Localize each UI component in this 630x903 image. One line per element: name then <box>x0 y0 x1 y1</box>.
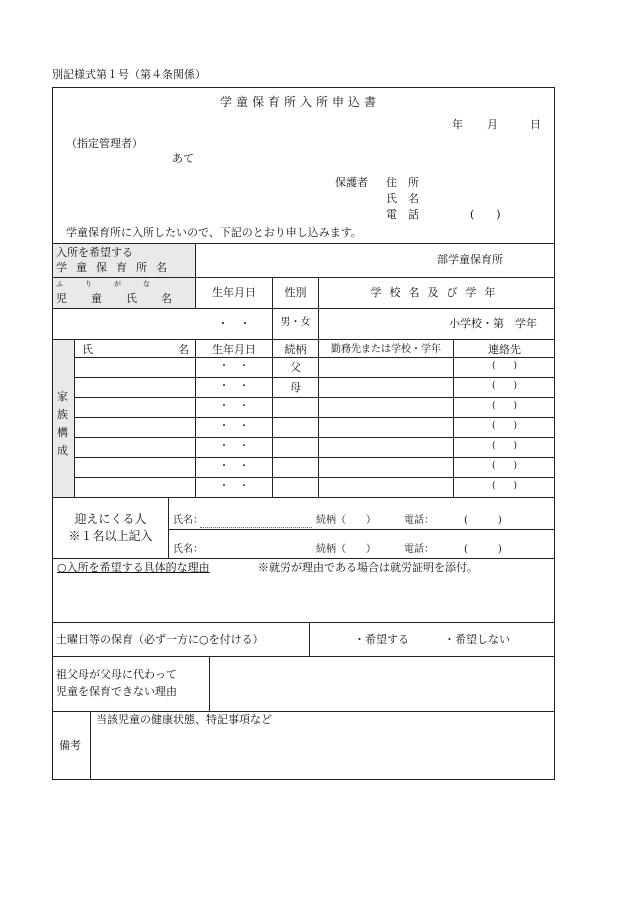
child-school-label: 学校名及び学年 <box>370 286 504 299</box>
guardian-phone-label: 電 話 <box>386 208 419 221</box>
family-row-contact: ( ) <box>491 461 518 471</box>
saturday-option-nohope: ・希望しない <box>444 633 510 646</box>
facility-label-2: 学童保育所名 <box>56 261 176 274</box>
family-row-relation: 母 <box>290 381 301 394</box>
pickup-name-1: 氏名： <box>173 515 203 526</box>
child-birth-value: ・ ・ <box>217 317 251 330</box>
intro-text: 学童保育所に入所したいので、下記のとおり申し込みます。 <box>66 226 362 239</box>
family-row-contact: ( ) <box>491 441 518 451</box>
family-header-birth: 生年月日 <box>212 343 256 356</box>
family-row-contact: ( ) <box>491 381 518 391</box>
pickup-phone-2: 電話： <box>404 544 434 555</box>
grandparents-label-2: 児童を保育できない理由 <box>56 685 177 698</box>
family-row-birth: ・ ・ <box>219 461 249 472</box>
family-row-birth: ・ ・ <box>219 401 249 412</box>
family-row-contact: ( ) <box>491 421 518 431</box>
child-school-value: 小学校・第 学年 <box>449 317 537 330</box>
guardian-label: 保護者 <box>335 176 368 189</box>
pickup-paren-2: ( ) <box>464 544 502 555</box>
guardian-phone-paren: ( ) <box>470 208 501 221</box>
child-sex-value: 男・女 <box>280 317 311 328</box>
pickup-name-2: 氏名： <box>173 544 203 555</box>
saturday-option-hope: ・希望する <box>354 633 409 646</box>
pickup-phone-1: 電話： <box>404 515 434 526</box>
family-row-birth: ・ ・ <box>219 481 249 492</box>
addressee-ate: あて <box>172 152 194 165</box>
family-header-work: 勤務先または学校・学年 <box>331 344 441 355</box>
family-row-birth: ・ ・ <box>219 361 249 372</box>
remarks-note: 当該児童の健康状態、特記事項など <box>96 713 272 726</box>
pickup-label-2: ※１名以上記入 <box>68 529 153 543</box>
family-row-birth: ・ ・ <box>219 421 249 432</box>
reason-note: ※就労が理由である場合は就労証明を添付。 <box>258 561 478 574</box>
child-sex-label: 性別 <box>284 286 307 299</box>
family-header-name: 氏 <box>82 343 93 356</box>
form-number: 別記様式第１号（第４条関係） <box>52 68 206 81</box>
guardian-name-label: 氏 名 <box>386 192 419 205</box>
remarks-label: 備考 <box>59 739 81 752</box>
family-header-relation: 続柄 <box>284 343 307 356</box>
family-row-contact: ( ) <box>491 481 518 491</box>
reason-label: ○入所を希望する具体的な理由 <box>57 561 210 574</box>
date-month: 月 <box>487 118 498 131</box>
family-row-contact: ( ) <box>491 361 518 371</box>
saturday-label: 土曜日等の保育（必ず一方に○を付ける） <box>56 633 264 646</box>
facility-label-1: 入所を希望する <box>56 246 133 259</box>
form-title: 学童保育所入所申込書 <box>220 95 381 109</box>
family-row-birth: ・ ・ <box>219 441 249 452</box>
designated-manager: （指定管理者） <box>66 137 143 150</box>
family-header-contact: 連絡先 <box>488 343 521 356</box>
pickup-relation-1: 続柄（ ） <box>316 515 376 526</box>
child-name-label: 児童氏名 <box>56 292 196 305</box>
family-side-label: 家族構成 <box>57 390 68 457</box>
family-row-birth: ・ ・ <box>219 381 249 392</box>
facility-suffix: 部学童保育所 <box>437 253 503 266</box>
child-birth-label: 生年月日 <box>212 286 256 299</box>
date-year: 年 <box>452 118 463 131</box>
child-furigana: ふりがな <box>56 280 172 288</box>
grandparents-label-1: 祖父母が父母に代わって <box>56 668 177 681</box>
family-row-contact: ( ) <box>491 401 518 411</box>
pickup-paren-1: ( ) <box>464 515 502 526</box>
family-row-relation: 父 <box>290 361 301 374</box>
pickup-relation-2: 続柄（ ） <box>316 544 376 555</box>
pickup-label-1: 迎えにくる人 <box>74 512 147 526</box>
date-day: 日 <box>530 118 541 131</box>
guardian-address-label: 住 所 <box>386 176 419 189</box>
family-header-name2: 名 <box>178 343 189 356</box>
